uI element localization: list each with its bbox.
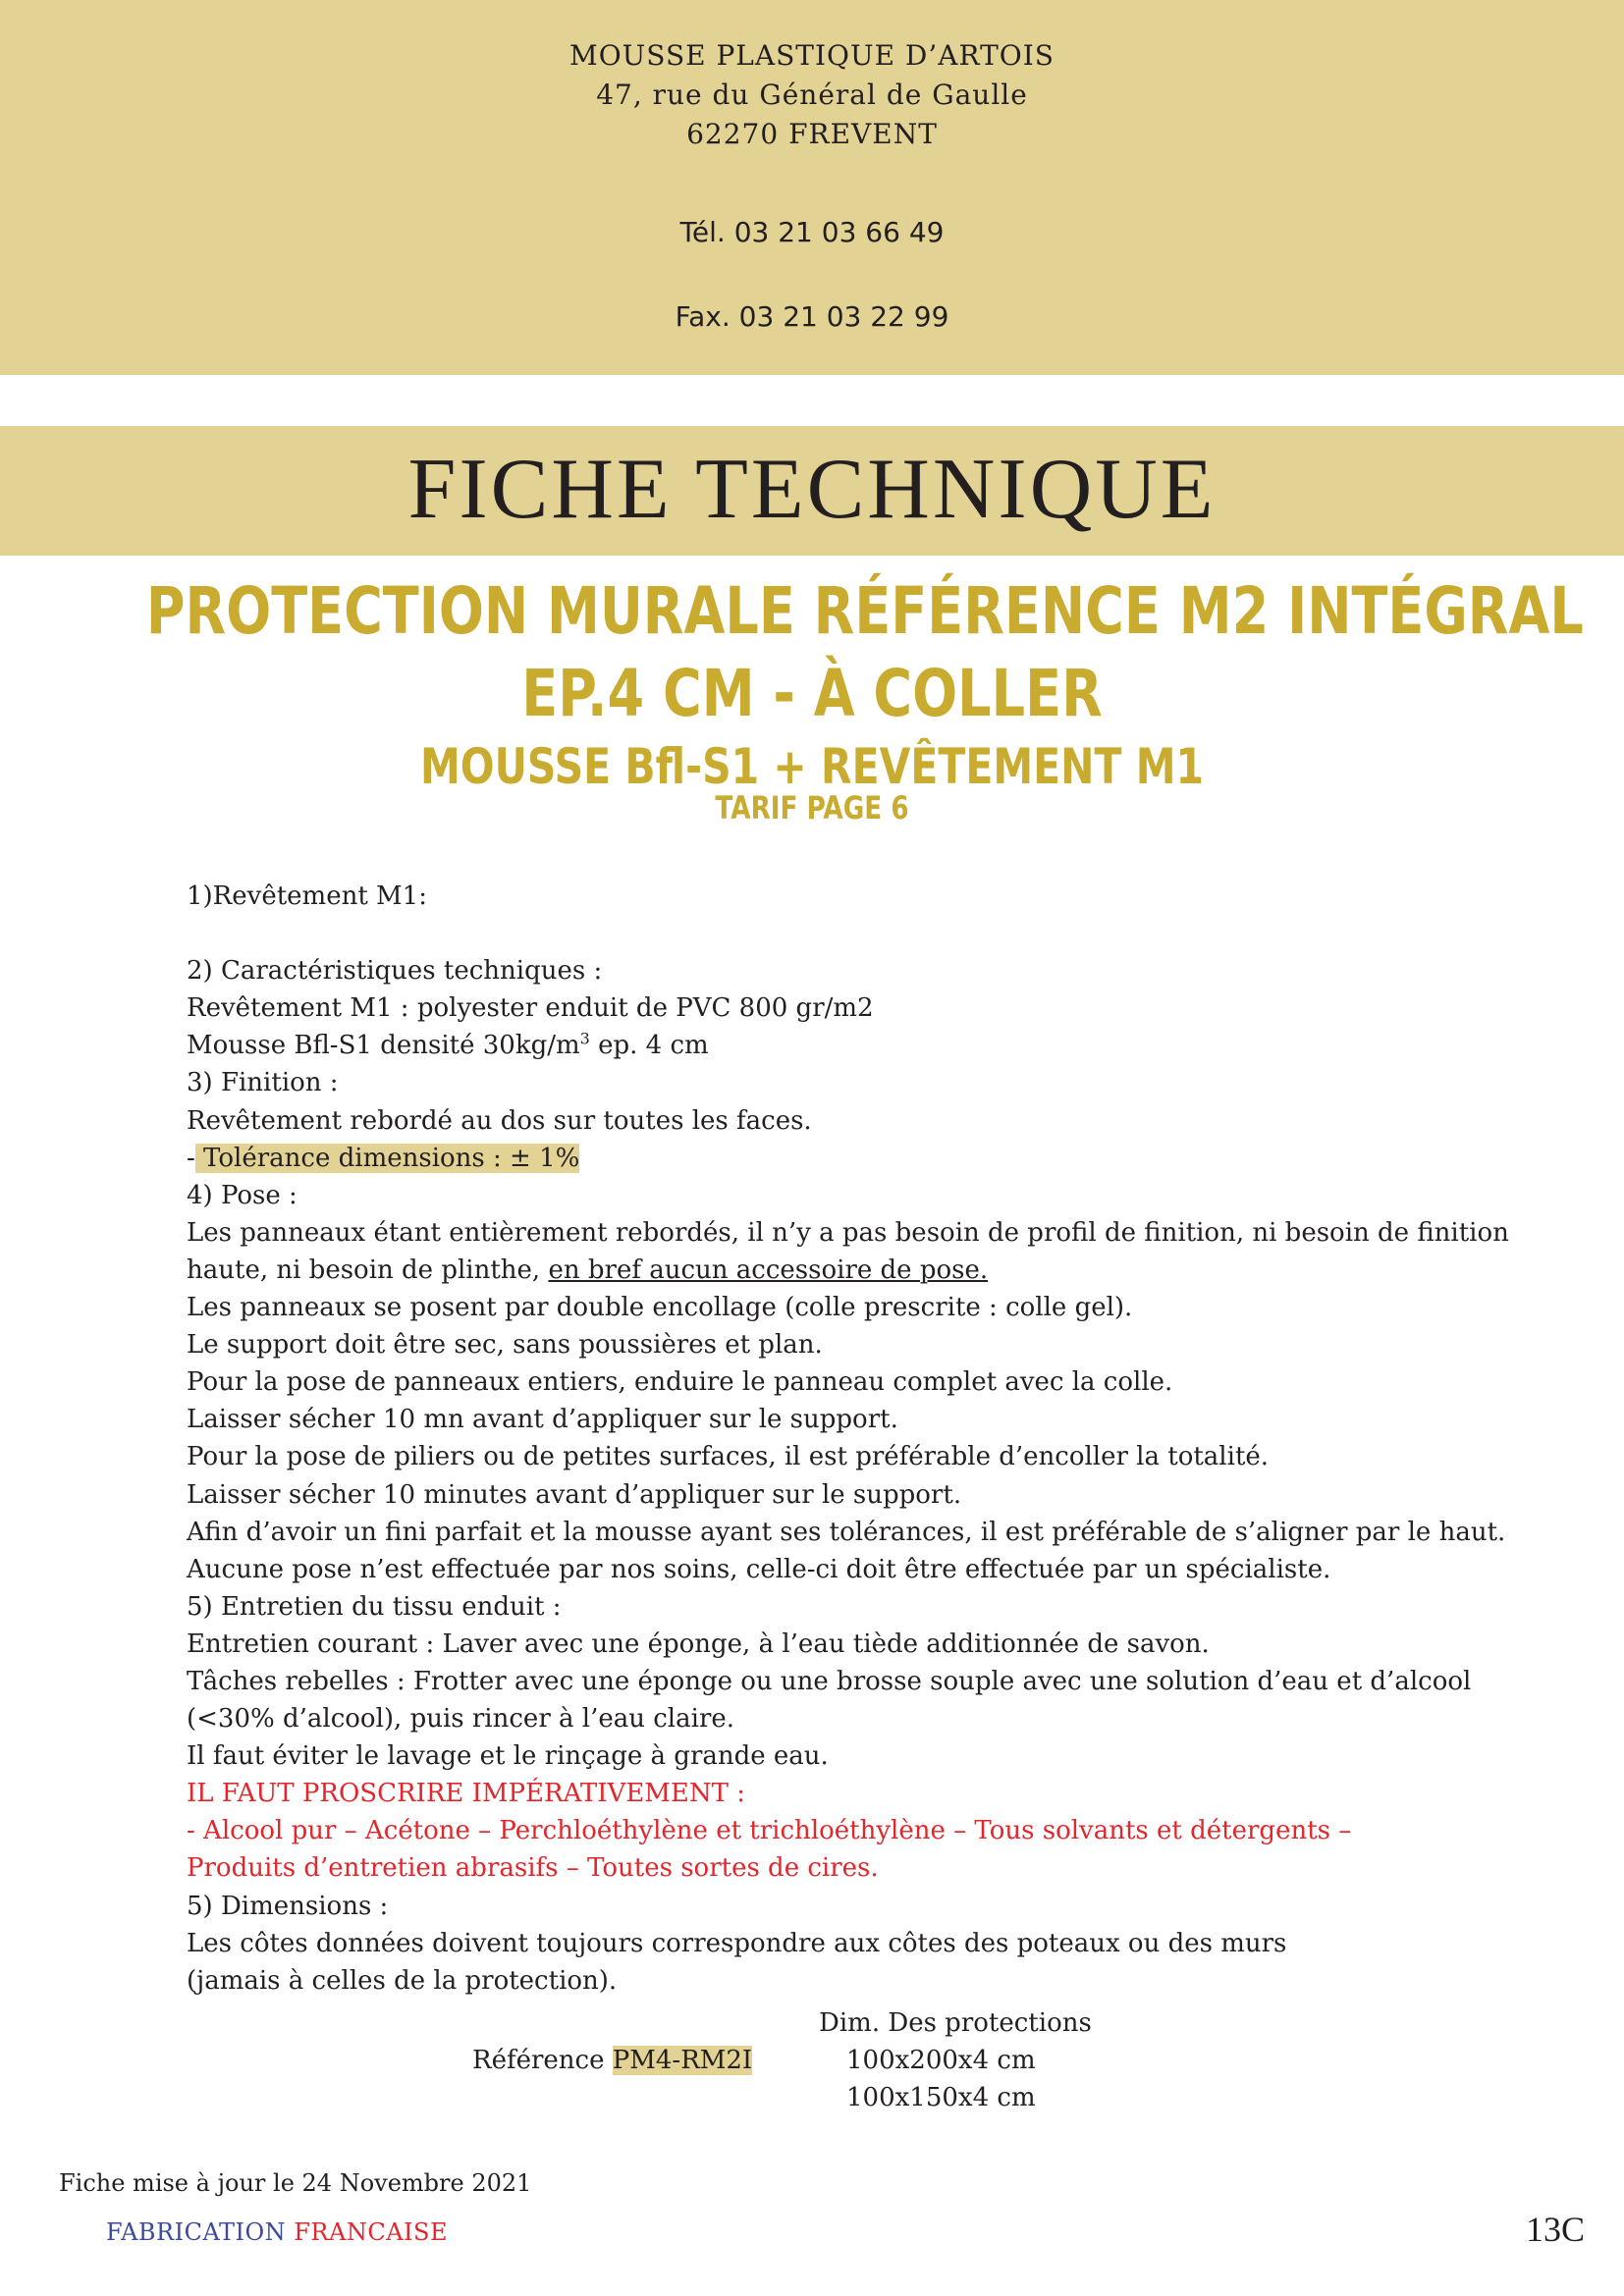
installation-line-2-text: haute, ni besoin de plinthe,	[187, 1255, 549, 1285]
installation-line-3: Les panneaux se posent par double encollage (colle prescrite : colle gel).	[187, 1293, 1133, 1323]
section-finish-heading: 3) Finition :	[187, 1068, 339, 1098]
maintenance-line-1: Entretien courant : Laver avec une éponge, à l’eau tiède additionnée de savon.	[187, 1629, 1210, 1659]
installation-line-1: Les panneaux étant entièrement rebordés, il n’y a pas besoin de profil de finition, ni besoin de finition	[187, 1217, 1509, 1248]
blank-line	[187, 915, 1542, 952]
tolerance-highlight: Tolérance dimensions : ± 1%	[194, 1143, 580, 1173]
technical-body	[187, 878, 1542, 2000]
company-city: 62270 FREVENT	[686, 118, 938, 150]
dimension-size: 100x150x4 cm	[846, 2083, 1036, 2112]
maintenance-line-3: (<30% d’alcool), puis rincer à l’eau claire.	[187, 1704, 735, 1735]
warning-heading: IL FAUT PROSCRIRE IMPÉRATIVEMENT :	[187, 1779, 746, 1809]
foam-thickness-text: ep. 4 cm	[589, 1031, 709, 1061]
update-date: Fiche mise à jour le 24 Novembre 2021	[59, 2169, 532, 2197]
reference-label: Référence	[472, 2046, 613, 2075]
reference-code: PM4-RM2I	[612, 2046, 753, 2075]
section-installation-heading: 4) Pose :	[187, 1180, 298, 1210]
tolerance-dash: -	[187, 1143, 195, 1173]
installation-line-8: Laisser sécher 10 minutes avant d’appliquer sur le support.	[187, 1479, 962, 1510]
warning-line-1: - Alcool pur – Acétone – Perchloéthylène et trichloéthylène – Tous solvants et détergents –	[187, 1816, 1352, 1846]
francaise-word: FRANCAISE	[294, 2218, 448, 2246]
tolerance-line	[187, 1140, 1542, 1177]
maintenance-line-2: Tâches rebelles : Frotter avec une éponge ou une brosse souple avec une solution d’eau et d’alcool	[187, 1666, 1472, 1696]
installation-line-5: Pour la pose de panneaux entiers, enduire le panneau complet avec la colle.	[187, 1367, 1173, 1398]
installation-line-6: Laisser sécher 10 mn avant d’appliquer sur le support.	[187, 1405, 898, 1435]
fabrication-francaise	[106, 2218, 448, 2246]
foam-density-text: Mousse Bfl-S1 densité 30kg/m	[187, 1031, 580, 1061]
installation-line-9: Afin d’avoir un fini parfait et la mousse ayant ses tolérances, il est préférable de s’aligner par le haut.	[187, 1517, 1506, 1547]
dimension-size: 100x200x4 cm	[846, 2046, 1036, 2075]
dimensions-line-1: Les côtes données doivent toujours correspondre aux côtes des poteaux ou des murs	[187, 1928, 1287, 1958]
maintenance-line-4: Il faut éviter le lavage et le rinçage à grande eau.	[187, 1741, 829, 1772]
page-number: 13C	[1526, 2210, 1586, 2249]
reference-row	[472, 2046, 752, 2075]
characteristic-foam	[187, 1027, 1542, 1064]
dimensions-header: Dim. Des protections	[819, 2008, 1092, 2038]
product-subtitle: MOUSSE Bfl-S1 + REVÊTEMENT M1	[419, 738, 1205, 795]
cube-superscript: 3	[579, 1029, 590, 1048]
dimensions-line-2: (jamais à celles de la protection).	[187, 1965, 618, 1996]
no-accessory-underlined: en bref aucun accessoire de pose.	[548, 1255, 989, 1285]
installation-line-2	[187, 1252, 1542, 1289]
page-title: FICHE TECHNIQUE	[407, 442, 1217, 537]
section-dimensions-heading: 5) Dimensions :	[187, 1891, 389, 1921]
installation-line-7: Pour la pose de piliers ou de petites surfaces, il est préférable d’encoller la totalité.	[187, 1442, 1270, 1472]
fabrication-word: FABRICATION	[106, 2218, 287, 2246]
installation-line-4: Le support doit être sec, sans poussières et plan.	[187, 1330, 823, 1361]
section-maintenance-heading: 5) Entretien du tissu enduit :	[187, 1591, 562, 1622]
installation-line-10: Aucune pose n’est effectuée par nos soins, celle-ci doit être effectuée par un spécialiste.	[187, 1554, 1331, 1584]
company-fax: Fax. 03 21 03 22 99	[675, 300, 949, 333]
product-title-line2: EP.4 CM - À COLLER	[521, 656, 1103, 731]
product-title-line1: PROTECTION MURALE RÉFÉRENCE M2 INTÉGRAL	[145, 573, 1584, 649]
company-name: MOUSSE PLASTIQUE D’ARTOIS	[569, 39, 1055, 72]
section-revetement: 1)Revêtement M1:	[187, 881, 427, 911]
characteristic-coating: Revêtement M1 : polyester enduit de PVC 800 gr/m2	[187, 993, 874, 1024]
company-tel: Tél. 03 21 03 66 49	[679, 216, 945, 248]
section-characteristics-heading: 2) Caractéristiques techniques :	[187, 956, 603, 987]
warning-line-2: Produits d’entretien abrasifs – Toutes sortes de cires.	[187, 1853, 879, 1884]
company-street: 47, rue du Général de Gaulle	[596, 79, 1028, 111]
finish-text: Revêtement rebordé au dos sur toutes les faces.	[187, 1105, 812, 1136]
tariff-reference: TARIF PAGE 6	[715, 789, 909, 827]
